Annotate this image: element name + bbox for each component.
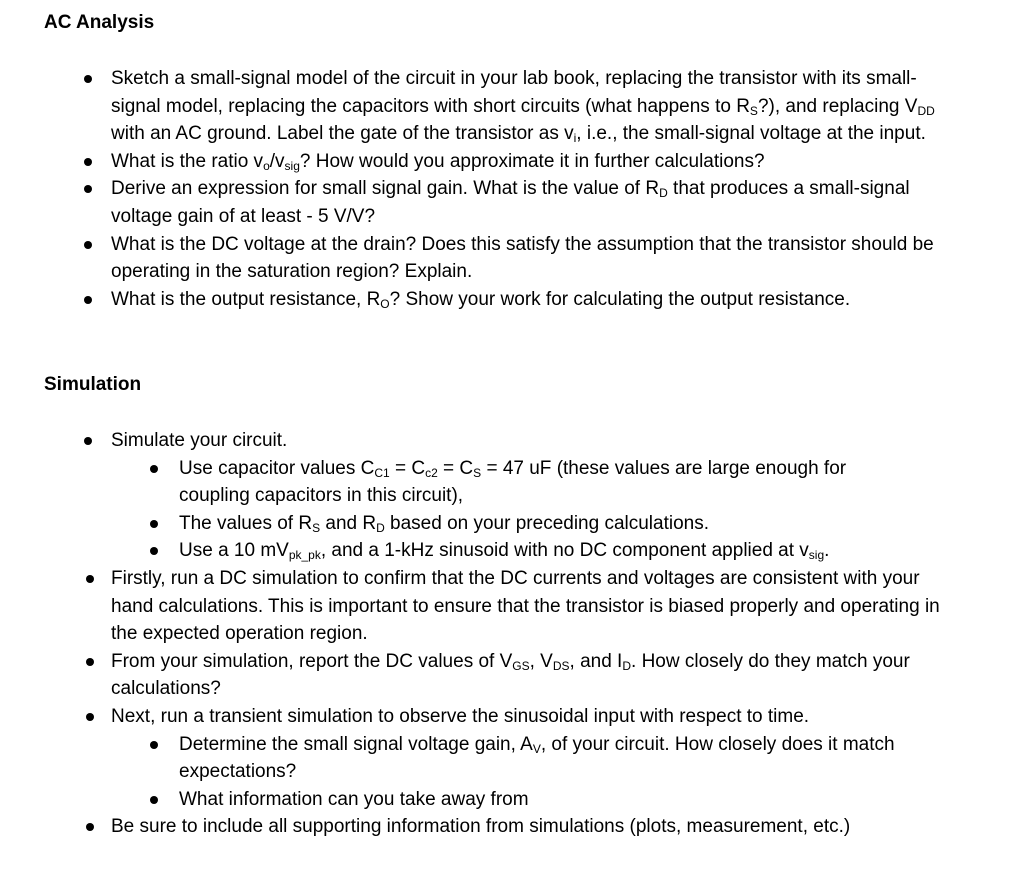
text: The values of R xyxy=(179,512,313,534)
ac-bullet-ratio xyxy=(0,148,1024,176)
text: ? Show your work for calculating the output resistance. xyxy=(389,288,851,310)
subscript: sig xyxy=(808,548,825,563)
subscript: D xyxy=(659,186,668,201)
text: Be sure to include all supporting information from simulations (plots, measurement, etc.) xyxy=(111,816,851,838)
ac-bullet-gain-expression xyxy=(0,175,1024,230)
text: that produces a small-signal voltage gain of at least - 5 V/V? xyxy=(111,178,910,227)
text: /v xyxy=(269,150,285,172)
sim-sub-information xyxy=(111,786,944,814)
text: Next, run a transient simulation to observe the sinusoidal input with respect to time. xyxy=(111,705,810,727)
text: What is the ratio v xyxy=(111,150,264,172)
text: Determine the small signal voltage gain, A xyxy=(179,733,533,755)
subscript: DD xyxy=(917,103,935,118)
sim-sub-capacitors xyxy=(111,455,944,510)
subscript: DS xyxy=(552,658,570,673)
subscript: V xyxy=(532,741,541,756)
sim-bullet-transient xyxy=(0,703,1024,813)
ac-bullet-output-resistance xyxy=(0,286,1024,314)
subscript: S xyxy=(312,520,321,535)
text: Use capacitor values C xyxy=(179,457,375,479)
text: = C xyxy=(389,457,426,479)
subscript: pk_pk xyxy=(288,548,321,563)
text: = C xyxy=(437,457,474,479)
text: Derive an expression for small signal gain. What is the value of R xyxy=(111,178,660,200)
subscript: S xyxy=(473,465,482,480)
text: , and a 1-kHz sinusoid with no DC component applied at v xyxy=(320,540,809,562)
text: Use a 10 mV xyxy=(179,540,289,562)
text: What is the output resistance, R xyxy=(111,288,381,310)
sim-bullet-dc-values xyxy=(0,648,1024,703)
text: What information can you take away from xyxy=(179,788,529,810)
text: . How closely do they match your calculations? xyxy=(111,650,910,700)
text: with an AC ground. Label the gate of the transistor as v xyxy=(111,123,574,145)
simulation-heading: Simulation xyxy=(44,374,142,395)
text: Simulate your circuit. xyxy=(111,430,288,451)
text: , and I xyxy=(569,650,623,672)
subscript: D xyxy=(622,658,632,673)
sim-bullet-dc-simulation xyxy=(0,565,1024,648)
ac-bullet-dc-voltage xyxy=(0,231,1024,286)
subscript: S xyxy=(749,103,758,118)
text: based on your preceding calculations. xyxy=(384,512,710,534)
ac-bullet-small-signal-model xyxy=(0,65,1024,148)
ac-analysis-list xyxy=(0,65,1024,313)
simulation-list xyxy=(0,427,1024,841)
text: ?), and replacing V xyxy=(757,95,918,117)
subscript: sig xyxy=(284,158,300,173)
sim-sub-source xyxy=(111,537,944,565)
subscript: i xyxy=(573,131,577,146)
sim-bullet-simulate xyxy=(0,427,1024,565)
subscript: D xyxy=(376,520,385,535)
subscript: o xyxy=(263,158,270,173)
text: and R xyxy=(320,512,377,534)
text: , i.e., the small-signal voltage at the input. xyxy=(576,123,926,145)
text: , of your circuit. How closely does it match expectations? xyxy=(179,733,895,783)
sim-bullet-supporting-info xyxy=(0,813,1024,841)
subscript: O xyxy=(380,296,390,311)
text: . xyxy=(824,540,830,562)
text: = 47 uF (these values are large enough for coupling capacitors in this circuit), xyxy=(179,457,847,507)
sim-sublist-transient xyxy=(111,731,944,814)
sim-sub-gain xyxy=(111,731,944,786)
text: Sketch a small-signal model of the circuit in your lab book, replacing the transistor with its small-signal model, replacing the capacitors with short circuits (what happens to R xyxy=(111,68,917,117)
subscript: C1 xyxy=(374,465,390,480)
text: , V xyxy=(529,650,553,672)
text: Firstly, run a DC simulation to confirm that the DC currents and voltages are consistent with your hand calculations. This is important to ensure that the transistor is biased properly and operating in the expected operation region. xyxy=(111,567,940,645)
ac-analysis-heading: AC Analysis xyxy=(44,12,155,33)
subscript: c2 xyxy=(425,465,438,480)
text: What is the DC voltage at the drain? Does this satisfy the assumption that the transistor should be operating in the saturation region? Explain. xyxy=(111,233,934,283)
sim-sub-resistors xyxy=(111,510,944,538)
text: From your simulation, report the DC values of V xyxy=(111,650,513,672)
subscript: GS xyxy=(512,658,530,673)
sim-sublist-simulate xyxy=(111,455,944,565)
text: ? How would you approximate it in further calculations? xyxy=(299,150,765,172)
